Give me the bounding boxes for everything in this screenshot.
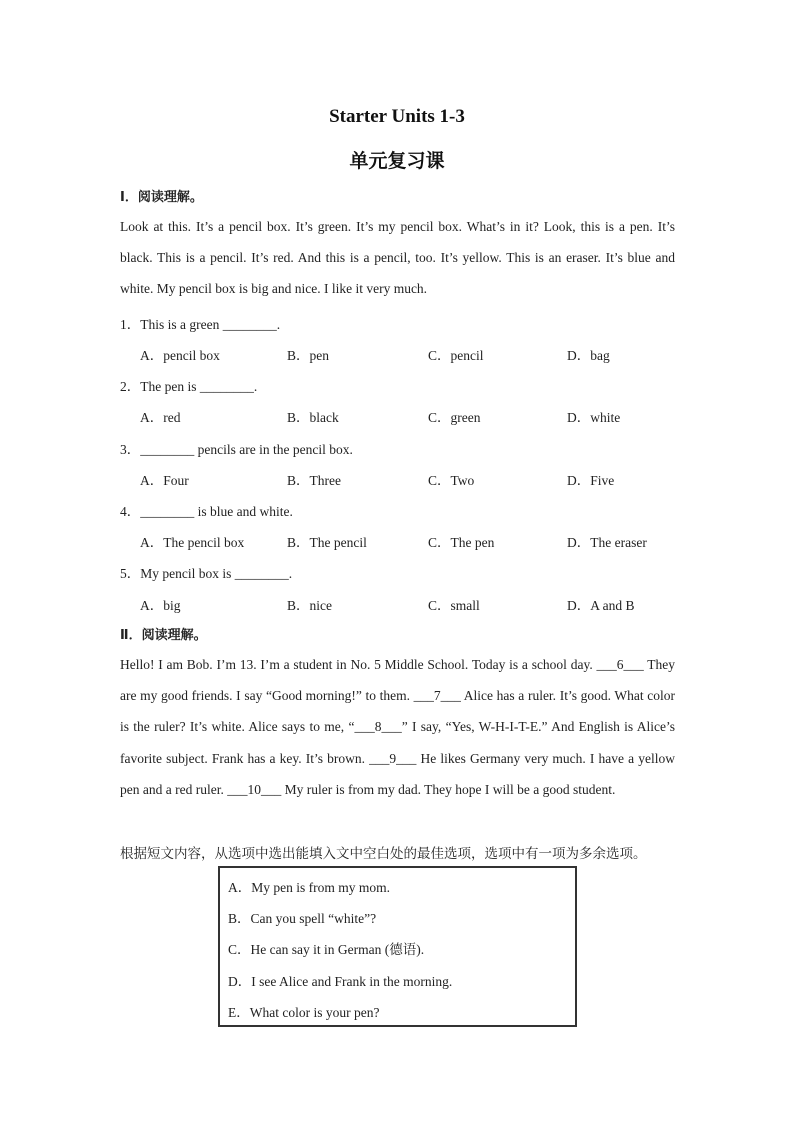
question-1-option-d: D．bag: [567, 348, 610, 363]
section-1-passage: Look at this. It’s a pencil box. It’s green. It’s my pencil box. What’s in it? Look, this is a pen. It’s black. This is a pencil. It’s red. And this is a pencil, too. It’s yellow. This is an eraser. It’s blue and white. My pencil box is big and nice. I like it very much.: [120, 219, 675, 297]
choice-b: B．Can you spell “white”?: [228, 911, 377, 926]
section-2-passage: Hello! I am Bob. I’m 13. I’m a student in No. 5 Middle School. Today is a school day. ___6___ They are my good friends. I say “Good morning!” to them. ___7___ Alice has a ruler. It’s good. What color is the ruler? It’s white. Alice says to me, “___8___” I say, “Yes, W-H-I-T-E.” And English is Alice’s favorite subject. Frank has a key. It’s brown. ___9___ He likes Germany very much. I have a yellow pen and a red ruler. ___10___ My ruler is from my dad. They hope I will be a good student.: [120, 657, 675, 797]
question-5-option-d: D．A and B: [567, 598, 635, 613]
question-3-option-d: D．Five: [567, 473, 615, 488]
question-3-options: [140, 469, 680, 489]
question-3-stem: 3．________ pencils are in the pencil box.: [120, 442, 353, 457]
question-3-option-a: A．Four: [140, 473, 189, 488]
question-5-option-a: A．big: [140, 598, 181, 613]
choice-c: C．He can say it in German (德语).: [228, 942, 425, 957]
question-2-option-b: B．black: [287, 410, 339, 425]
question-4-option-c: C．The pen: [428, 535, 495, 550]
question-2-option-c: C．green: [428, 410, 481, 425]
choice-e: E．What color is your pen?: [228, 1005, 380, 1020]
question-1-option-c: C．pencil: [428, 348, 484, 363]
choices-box: [218, 866, 577, 1027]
question-4-stem: 4．________ is blue and white.: [120, 504, 293, 519]
page-subtitle: 单元复习课: [349, 150, 445, 172]
question-5-option-c: C．small: [428, 598, 480, 613]
question-4-option-b: B．The pencil: [287, 535, 367, 550]
page-title: Starter Units 1-3: [329, 106, 465, 127]
section-2-heading: Ⅱ．阅读理解。: [120, 628, 207, 643]
question-5-options: [140, 594, 680, 614]
question-4-option-d: D．The eraser: [567, 535, 647, 550]
section-2-instruction: 根据短文内容，从选项中选出能填入文中空白处的最佳选项，选项中有一项为多余选项。: [120, 846, 647, 862]
question-1-stem: 1．This is a green ________.: [120, 317, 281, 332]
choice-d: D．I see Alice and Frank in the morning.: [228, 974, 453, 989]
question-4-options: [140, 531, 680, 551]
question-2-option-a: A．red: [140, 410, 181, 425]
question-2-option-d: D．white: [567, 410, 621, 425]
section-1-heading: Ⅰ．阅读理解。: [120, 190, 203, 205]
question-1-options: [140, 344, 680, 364]
question-2-options: [140, 406, 680, 426]
question-2-stem: 2．The pen is ________.: [120, 379, 258, 394]
question-3-option-b: B．Three: [287, 473, 341, 488]
question-5-stem: 5．My pencil box is ________.: [120, 566, 293, 581]
question-1-option-b: B．pen: [287, 348, 329, 363]
choice-a: A．My pen is from my mom.: [228, 880, 390, 895]
question-4-option-a: A．The pencil box: [140, 535, 245, 550]
question-1-option-a: A．pencil box: [140, 348, 220, 363]
question-3-option-c: C．Two: [428, 473, 475, 488]
question-5-option-b: B．nice: [287, 598, 332, 613]
